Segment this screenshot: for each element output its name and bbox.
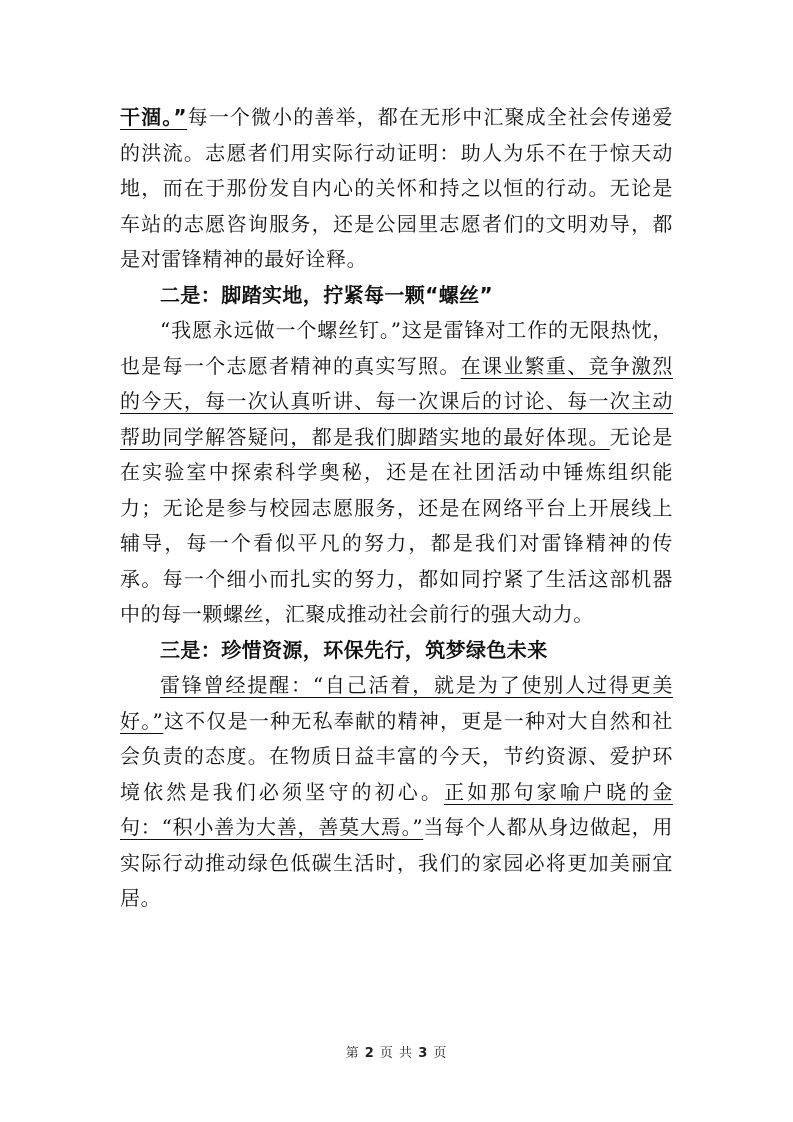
footer-middle: 页 共 [379,1046,414,1061]
paragraph-screw [120,313,673,633]
page-footer [0,1042,793,1061]
section-heading-2: 二是：脚踏实地，拧紧每一颗“螺丝” [160,282,494,307]
underlined-sentence: 在课业繁重、竞争激烈的今天，每一次认真听讲、每一次课后的讨论、每一次主动帮助同学解答疑问，都是我们脚踏实地的最好体现。 [120,353,673,449]
paragraph-environment [120,668,673,917]
paragraph-text: 当每个人都从身边做起，用实际行动推动绿色低碳生活时，我们的家园必将更加美丽宜居。 [120,815,673,910]
paragraph-volunteer-flood [120,100,673,278]
underlined-quote: 雷锋曾经提醒：“自己活着，就是为了使别人过得更美好。” [120,673,673,733]
paragraph-text: 无论是在实验室中探索科学奥秘，还是在社团活动中锤炼组织能力；无论是参与校园志愿服务，还是在网络平台上开展线上辅导，每一个看似平凡的努力，都是我们对雷锋精神的传承。每一个细小而扎实的努力，都如同拧紧了生活这部机器中的每一颗螺丝，汇聚成推动社会前行的强大动力。 [120,424,673,626]
footer-total-pages: 3 [418,1046,429,1061]
paragraph-text: 这不仅是一种无私奉献的精神，更是一种对大自然和社会负责的态度。在物质日益丰富的今天，节约资源、爱护环境依然是我们必须坚守的初心。 [120,708,674,804]
footer-page-number: 2 [364,1046,375,1061]
quote-ending-underlined: 干涸。” [120,105,188,129]
document-body [120,100,673,917]
paragraph-text: “我愿永远做一个螺丝钉。”这是雷锋对工作的无限热忱，也是每一个志愿者精神的真实写照。 [120,318,673,378]
underlined-quote: 正如那句家喻户晓的金句：“积小善为大善，善莫大焉。” [120,779,674,839]
footer-prefix: 第 [345,1046,360,1061]
section-heading-3: 三是：珍惜资源，环保先行，筑梦绿色未来 [160,637,548,662]
paragraph-text: 每一个微小的善举，都在无形中汇聚成全社会传递爱的洪流。志愿者们用实际行动证明：助人为乐不在于惊天动地，而在于那份发自内心的关怀和持之以恒的行动。无论是车站的志愿咨询服务，还是公园里志愿者们的文明劝导，都是对雷锋精神的最好诠释。 [120,105,673,271]
footer-suffix: 页 [433,1046,448,1061]
